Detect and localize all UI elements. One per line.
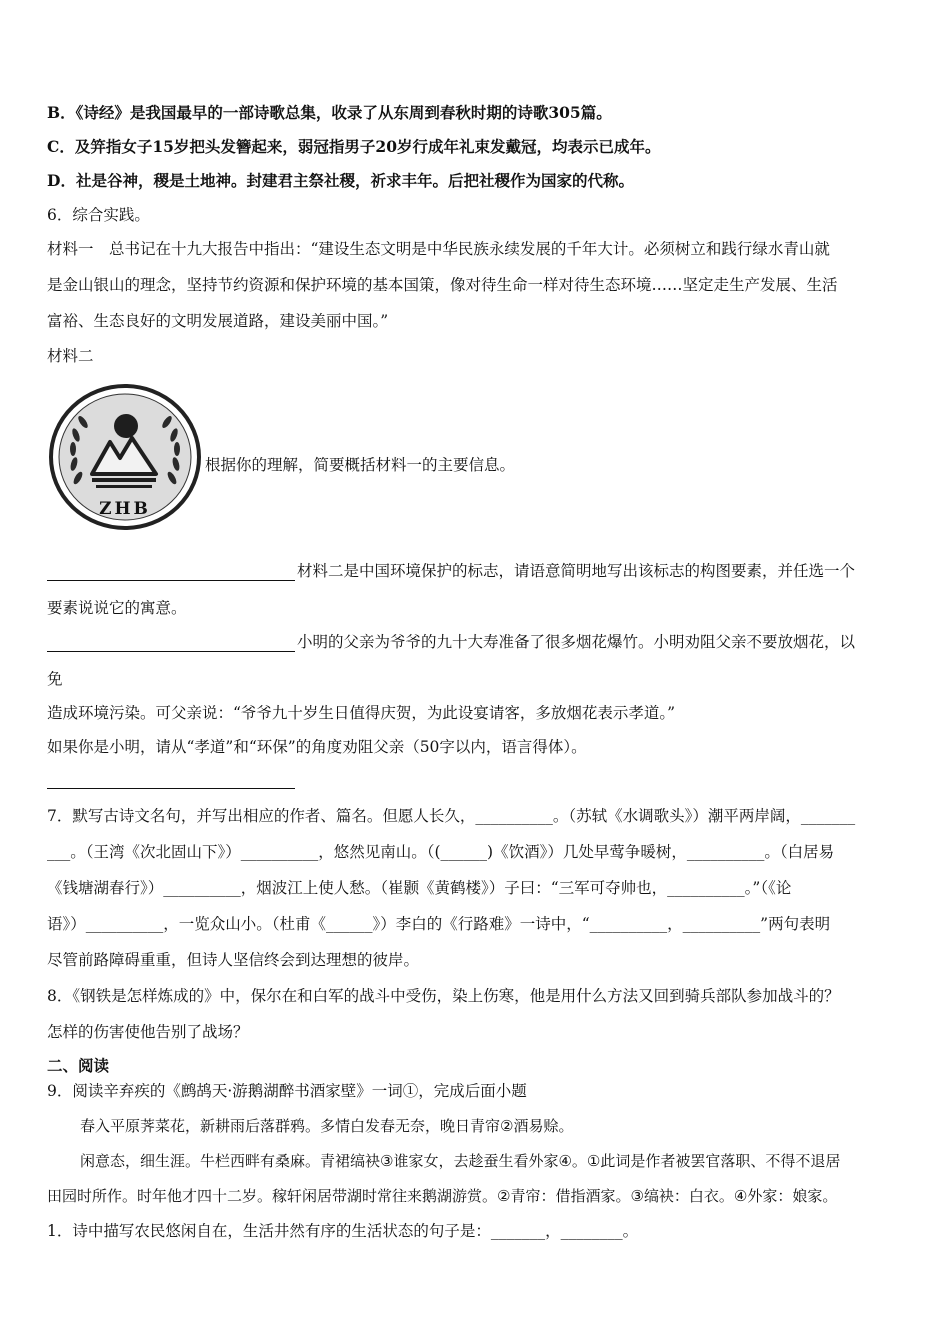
q8-line1: 8．《钢铁是怎样炼成的》中，保尔在和白军的战斗中受伤，染上伤寒，他是用什么方法又回到骑兵部队参加战斗的？ xyxy=(47,987,840,1005)
answer-line-1[interactable] xyxy=(47,580,295,581)
option-c: C．及笄指女子15岁把头发簪起来，弱冠指男子20岁行成年礼束发戴冠，均表示已成年。 xyxy=(47,137,661,156)
section-reading-heading: 二、阅读 xyxy=(47,1056,110,1075)
q6-material1-line3: 富裕、生态良好的文明发展道路，建设美丽中国。” xyxy=(47,312,389,330)
environmental-protection-logo xyxy=(48,382,202,532)
q6-title: 6．综合实践。 xyxy=(47,206,150,224)
q7-line2: ___。（王湾《次北固山下》）__________，悠然见南山。（(______)《饮酒》）几处早莺争暖树，__________。（白居易 xyxy=(47,843,835,861)
q9-poem-line3: 田园时所作。时年他才四十二岁。稼轩闲居带湖时常往来鹅湖游赏。②青帘：借指酒家。③缟袂：白衣。④外家：娘家。 xyxy=(47,1187,838,1205)
q6-sub3-line3: 造成环境污染。可父亲说：“爷爷九十岁生日值得庆贺，为此设宴请客，多放烟花表示孝道。” xyxy=(47,704,676,722)
q7-line3: 《钱塘湖春行》）__________，烟波江上使人愁。（崔颢《黄鹤楼》）子曰：“三军可夺帅也，__________。”（《论 xyxy=(47,879,792,897)
q9-poem-line2: 闲意态，细生涯。牛栏西畔有桑麻。青裙缟袂③谁家女，去趁蚕生看外家④。①此词是作者被罢官落职、不得不退居 xyxy=(80,1152,841,1170)
q6-sub3-line2: 免 xyxy=(47,670,63,688)
q8-line2: 怎样的伤害使他告别了战场？ xyxy=(47,1023,249,1041)
q6-sub3-line4: 如果你是小明，请从“孝道”和“环保”的角度劝阻父亲（50字以内，语言得体）。 xyxy=(47,738,587,756)
q9-poem-line1: 春入平原荠菜花，新耕雨后落群鸦。多情白发春无奈，晚日青帘②酒易赊。 xyxy=(80,1117,574,1135)
q6-material1-line2: 是金山银山的理念，坚持节约资源和保护环境的基本国策，像对待生命一样对待生态环境……坚定走生产发展、生活 xyxy=(47,276,838,294)
q6-material2-label: 材料二 xyxy=(47,347,94,365)
q7-line5: 尽管前路障碍重重，但诗人坚信终会到达理想的彼岸。 xyxy=(47,951,420,969)
q7-line4: 语》）__________，一览众山小。（杜甫《______》）李白的《行路难》一诗中，“__________，__________”两句表明 xyxy=(47,915,831,933)
logo-text: ZHB xyxy=(99,499,151,519)
answer-line-3[interactable] xyxy=(47,788,295,789)
q6-sub3-line1: 小明的父亲为爷爷的九十大寿准备了很多烟花爆竹。小明劝阻父亲不要放烟花，以 xyxy=(297,633,856,651)
q9-sub1: 1．诗中描写农民悠闲自在，生活井然有序的生活状态的句子是：_______，________。 xyxy=(47,1222,639,1240)
q6-material1-line1: 材料一 总书记在十九大报告中指出：“建设生态文明是中华民族永续发展的千年大计。必须树立和践行绿水青山就 xyxy=(47,240,830,258)
q6-sub2-line1: 材料二是中国环境保护的标志，请语意简明地写出该标志的构图要素，并任选一个 xyxy=(297,562,856,580)
q7-line1: 7．默写古诗文名句，并写出相应的作者、篇名。但愿人长久，__________。（苏轼《水调歌头》）潮平两岸阔，_______ xyxy=(47,807,856,825)
q6-sub1: 根据你的理解，简要概括材料一的主要信息。 xyxy=(205,456,516,474)
q9-title: 9．阅读辛弃疾的《鹧鸪天·游鹅湖醉书酒家壁》一词①，完成后面小题 xyxy=(47,1082,527,1100)
q6-sub2-line2: 要素说说它的寓意。 xyxy=(47,599,187,617)
option-d: D．社是谷神，稷是土地神。封建君主祭社稷，祈求丰年。后把社稷作为国家的代称。 xyxy=(47,171,634,190)
option-b: B．《诗经》是我国最早的一部诗歌总集，收录了从东周到春秋时期的诗歌305篇。 xyxy=(47,103,612,122)
answer-line-2[interactable] xyxy=(47,651,295,652)
